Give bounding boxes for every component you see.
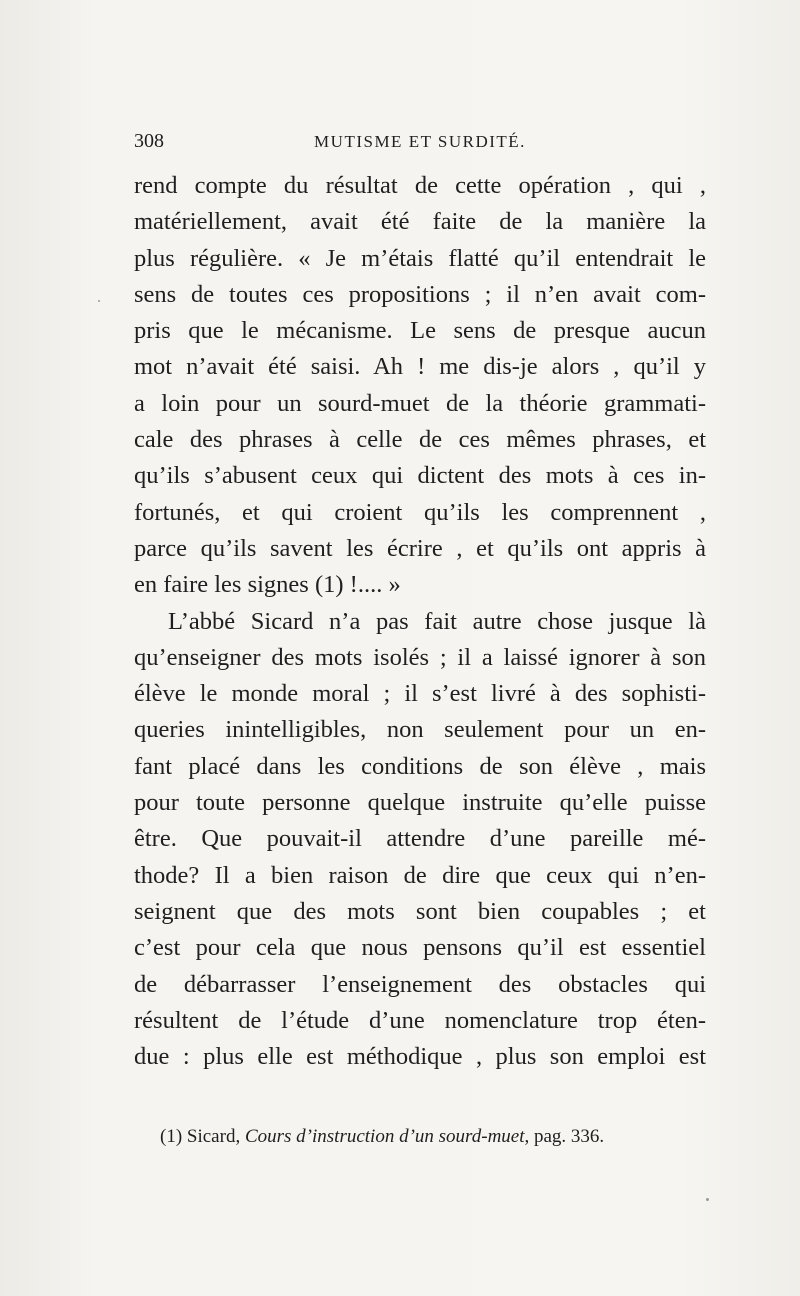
paragraph-start-line: L’abbé Sicard n’a pas fait autre chose jusque là bbox=[168, 607, 706, 635]
text-line: sens de toutes ces propositions ; il n’en avait com- bbox=[134, 280, 706, 308]
text-line: qu’enseigner des mots isolés ; il a laissé ignorer à son bbox=[134, 643, 706, 671]
paper-speck bbox=[706, 1198, 709, 1201]
text-line: cale des phrases à celle de ces mêmes phrases, et bbox=[134, 426, 706, 454]
text-line: en faire les signes (1) !.... » bbox=[134, 571, 401, 599]
body-text bbox=[134, 168, 706, 1075]
text-line: résultent de l’étude d’une nomenclature trop éten- bbox=[134, 1006, 706, 1034]
text-line: a loin pour un sourd-muet de la théorie grammati- bbox=[134, 389, 706, 417]
text-line: parce qu’ils savent les écrire , et qu’ils ont appris à bbox=[134, 534, 706, 562]
footnote bbox=[160, 1124, 706, 1150]
footnote-title: Cours d’instruction d’un sourd-muet bbox=[244, 1126, 525, 1147]
running-head: MUTISME ET SURDITÉ. bbox=[314, 132, 526, 151]
text-line: c’est pour cela que nous pensons qu’il est essentiel bbox=[134, 934, 706, 962]
text-line: plus régulière. « Je m’étais flatté qu’il entendrait le bbox=[134, 244, 706, 272]
text-line: être. Que pouvait-il attendre d’une pareille mé- bbox=[134, 825, 706, 853]
text-line: fant placé dans les conditions de son élève , mais bbox=[134, 752, 706, 780]
text-line: fortunés, et qui croient qu’ils les comprennent , bbox=[134, 498, 706, 526]
page-number: 308 bbox=[134, 130, 164, 152]
text-line: pour toute personne quelque instruite qu’elle puisse bbox=[134, 789, 706, 817]
text-line: qu’ils s’abusent ceux qui dictent des mots à ces in- bbox=[134, 462, 706, 490]
text-line: rend compte du résultat de cette opération , qui , bbox=[134, 172, 706, 199]
text-line: thode? Il a bien raison de dire que ceux qui n’en- bbox=[134, 861, 706, 889]
page-header bbox=[134, 130, 706, 160]
text-line: de débarrasser l’enseignement des obstacles qui bbox=[134, 970, 706, 998]
text-line: pris que le mécanisme. Le sens de presque aucun bbox=[134, 317, 706, 345]
text-line: mot n’avait été saisi. Ah ! me dis-je alors , qu’il y bbox=[134, 353, 706, 381]
footnote-marker: (1) Sicard, bbox=[160, 1126, 241, 1147]
text-line: élève le monde moral ; il s’est livré à des sophisti- bbox=[134, 680, 706, 708]
text-line: queries inintelligibles, non seulement pour un en- bbox=[134, 716, 706, 744]
text-line: matériellement, avait été faite de la manière la bbox=[134, 208, 706, 236]
paper-speck bbox=[98, 300, 100, 302]
footnote-page: , pag. 336. bbox=[524, 1126, 605, 1147]
text-line: seignent que des mots sont bien coupables ; et bbox=[134, 897, 706, 925]
text-line: due : plus elle est méthodique , plus son emploi est bbox=[134, 1043, 706, 1071]
